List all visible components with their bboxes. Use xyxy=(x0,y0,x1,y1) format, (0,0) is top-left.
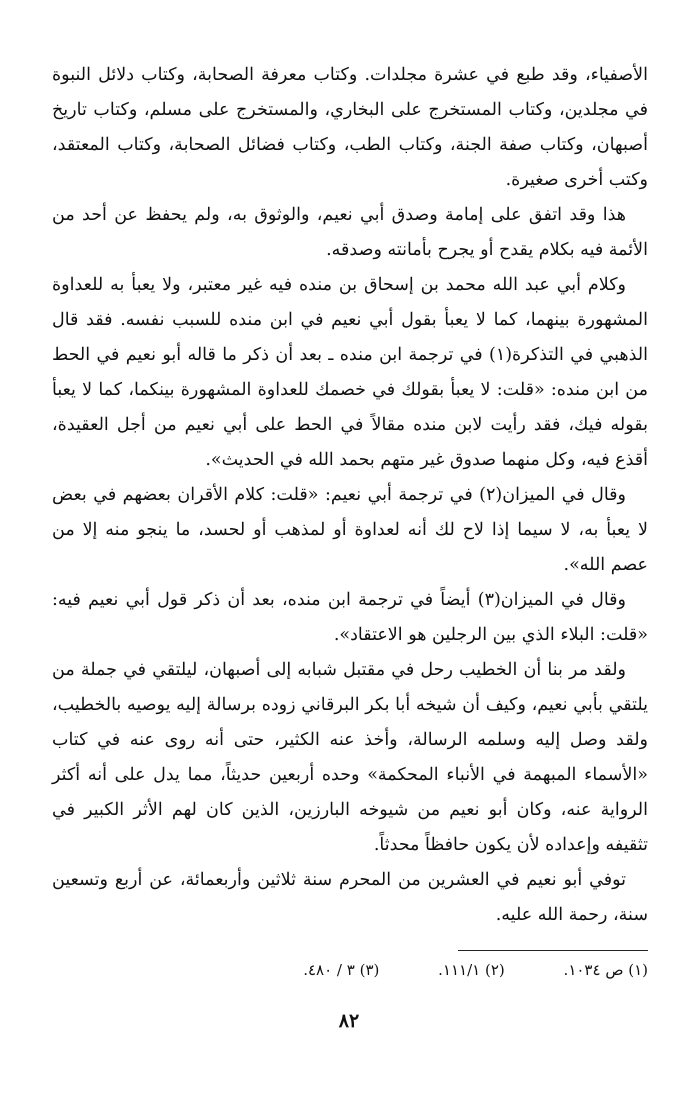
paragraph-al-khatib: ولقد مر بنا أن الخطيب رحل في مقتبل شبابه إلى أصبهان، ليلتقي في جملة من يلتقي بأبي نعيم، وكيف أن شيخه أبا بكر البرقاني زوده برسالة إليه يوصيه بالخطيب، ولقد وصل إليه وسلمه الرسالة، وأخذ عنه الكثير، حتى أنه روى عنه في كتاب «الأسماء المبهمة في الأنباء المحكمة» وحده أربعين حديثاً، مما يدل على أنه أكثر الرواية عنه، وكان أبو نعيم من شيوخه البارزين، الذين كان لهم الأثر الكبير في تثقيفه وإعداده لأن يكون حافظاً محدثاً. xyxy=(52,660,648,855)
page-number: ٨٢ xyxy=(338,1010,360,1032)
paragraph-reliability: هذا وقد اتفق على إمامة وصدق أبي نعيم، والوثوق به، ولم يحفظ عن أحد من الأئمة فيه بكلام يقدح أو يجرح بأمانته وصدقه. xyxy=(52,205,648,260)
footnote-3: (٣) ٣ / ٤٨٠. xyxy=(303,961,380,979)
paragraph-books-list: الأصفياء، وقد طبع في عشرة مجلدات. وكتاب معرفة الصحابة، وكتاب دلائل النبوة في مجلدين، وكتاب المستخرج على البخاري، والمستخرج على مسلم، وكتاب تاريخ أصبهان، وكتاب صفة الجنة، وكتاب الطب، وكتاب فضائل الصحابة، وكتاب المعتقد، وكتب أخرى صغيرة. xyxy=(52,65,648,190)
footnote-separator xyxy=(458,950,648,951)
paragraph-mizan-ibn-mandah: وقال في الميزان(٣) أيضاً في ترجمة ابن منده، بعد أن ذكر قول أبي نعيم فيه: «قلت: البلاء الذي بين الرجلين هو الاعتقاد». xyxy=(52,590,648,645)
footnote-1: (١) ص ١٠٣٤. xyxy=(563,961,648,979)
paragraph-mizan-abu-nuaym: وقال في الميزان(٢) في ترجمة أبي نعيم: «قلت: كلام الأقران بعضهم في بعض لا يعبأ به، لا سيما إذا لاح لك أنه لعداوة أو لمذهب أو لحسد، ما ينجو منه إلا من عصم الله». xyxy=(52,485,648,575)
paragraph-ibn-mandah: وكلام أبي عبد الله محمد بن إسحاق بن منده فيه غير معتبر، ولا يعبأ به للعداوة المشهورة بينهما، كما لا يعبأ بقول أبي نعيم في ابن منده للسبب نفسه. فقد قال الذهبي في التذكرة(١) في ترجمة ابن منده ـ بعد أن ذكر ما قاله أبو نعيم في الحط من ابن منده: «قلت: لا يعبأ بقولك في خصمك للعداوة المشهورة بينكما، كما لا يعبأ بقوله فيك، فقد رأيت لابن منده مقالاً في الحط على أبي نعيم من أجل العقيدة، أقذع فيه، وكل منهما صدوق غير متهم بحمد الله في الحديث». xyxy=(52,275,648,470)
footnote-2: (٢) ١١١/١. xyxy=(438,961,505,979)
paragraph-death: توفي أبو نعيم في العشرين من المحرم سنة ثلاثين وأربعمائة، عن أربع وتسعين سنة، رحمة الله عليه. xyxy=(52,870,648,925)
main-text xyxy=(52,58,648,933)
footnotes xyxy=(52,958,648,982)
